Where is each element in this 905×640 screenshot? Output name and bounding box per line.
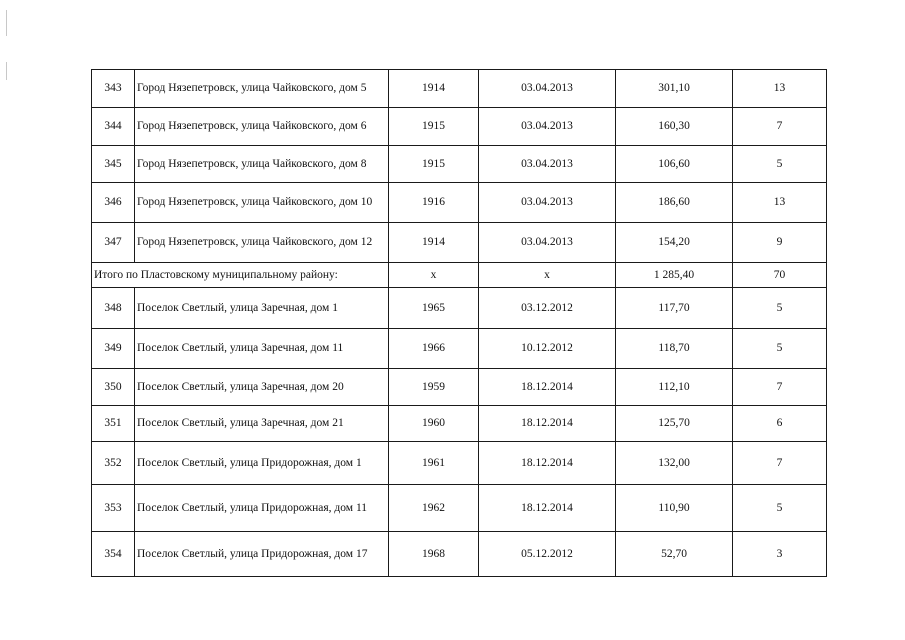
area-cell: 132,00 (616, 442, 733, 485)
residents-cell: 9 (733, 223, 827, 263)
year-cell: 1961 (389, 442, 479, 485)
table-row (92, 108, 827, 146)
row-number-cell: 345 (92, 146, 135, 183)
area-cell: 110,90 (616, 485, 733, 532)
residents-cell: 3 (733, 532, 827, 577)
row-number-cell: 346 (92, 183, 135, 223)
row-number-cell: 353 (92, 485, 135, 532)
residents-cell: 13 (733, 70, 827, 108)
area-cell: 186,60 (616, 183, 733, 223)
date-cell: 03.04.2013 (479, 223, 616, 263)
address-cell: Поселок Светлый, улица Придорожная, дом 17 (135, 532, 389, 577)
residents-cell: 5 (733, 485, 827, 532)
date-cell: 03.04.2013 (479, 146, 616, 183)
row-number-cell: 348 (92, 288, 135, 329)
year-cell: 1959 (389, 369, 479, 406)
residents-cell: 13 (733, 183, 827, 223)
scan-margin-mark (6, 10, 7, 36)
table-row (92, 223, 827, 263)
row-number-cell: 352 (92, 442, 135, 485)
residents-cell: 5 (733, 329, 827, 369)
address-cell: Город Нязепетровск, улица Чайковского, дом 10 (135, 183, 389, 223)
row-number-cell: 351 (92, 406, 135, 442)
table-row (92, 532, 827, 577)
address-cell: Поселок Светлый, улица Заречная, дом 1 (135, 288, 389, 329)
date-cell: 18.12.2014 (479, 442, 616, 485)
row-number-cell: 349 (92, 329, 135, 369)
date-cell: 03.04.2013 (479, 70, 616, 108)
row-number-cell: 347 (92, 223, 135, 263)
total-label-cell: Итого по Пластовскому муниципальному району: (92, 263, 389, 288)
date-cell: 03.04.2013 (479, 183, 616, 223)
area-cell: 112,10 (616, 369, 733, 406)
address-cell: Поселок Светлый, улица Заречная, дом 11 (135, 329, 389, 369)
table-row (92, 146, 827, 183)
area-cell: 106,60 (616, 146, 733, 183)
total-row (92, 263, 827, 288)
row-number-cell: 350 (92, 369, 135, 406)
residents-cell: 6 (733, 406, 827, 442)
year-cell: 1960 (389, 406, 479, 442)
area-cell: 52,70 (616, 532, 733, 577)
row-number-cell: 344 (92, 108, 135, 146)
year-cell: х (389, 263, 479, 288)
residents-cell: 7 (733, 369, 827, 406)
date-cell: 18.12.2014 (479, 406, 616, 442)
residents-cell: 5 (733, 288, 827, 329)
residents-cell: 7 (733, 108, 827, 146)
scan-margin-mark (6, 62, 7, 80)
date-cell: 18.12.2014 (479, 369, 616, 406)
date-cell: 05.12.2012 (479, 532, 616, 577)
year-cell: 1962 (389, 485, 479, 532)
area-cell: 125,70 (616, 406, 733, 442)
year-cell: 1914 (389, 223, 479, 263)
year-cell: 1966 (389, 329, 479, 369)
table-row (92, 406, 827, 442)
year-cell: 1914 (389, 70, 479, 108)
date-cell: 03.04.2013 (479, 108, 616, 146)
year-cell: 1915 (389, 146, 479, 183)
table-row (92, 485, 827, 532)
area-cell: 118,70 (616, 329, 733, 369)
table-row (92, 288, 827, 329)
area-cell: 154,20 (616, 223, 733, 263)
address-cell: Город Нязепетровск, улица Чайковского, дом 8 (135, 146, 389, 183)
date-cell: х (479, 263, 616, 288)
area-cell: 160,30 (616, 108, 733, 146)
residents-cell: 7 (733, 442, 827, 485)
address-cell: Поселок Светлый, улица Заречная, дом 20 (135, 369, 389, 406)
address-cell: Город Нязепетровск, улица Чайковского, дом 12 (135, 223, 389, 263)
residents-cell: 5 (733, 146, 827, 183)
row-number-cell: 343 (92, 70, 135, 108)
date-cell: 10.12.2012 (479, 329, 616, 369)
table-row (92, 442, 827, 485)
address-cell: Поселок Светлый, улица Придорожная, дом 11 (135, 485, 389, 532)
year-cell: 1968 (389, 532, 479, 577)
table-row (92, 369, 827, 406)
address-cell: Город Нязепетровск, улица Чайковского, дом 6 (135, 108, 389, 146)
year-cell: 1915 (389, 108, 479, 146)
area-cell: 301,10 (616, 70, 733, 108)
table-row (92, 183, 827, 223)
residents-cell: 70 (733, 263, 827, 288)
date-cell: 03.12.2012 (479, 288, 616, 329)
area-cell: 1 285,40 (616, 263, 733, 288)
date-cell: 18.12.2014 (479, 485, 616, 532)
row-number-cell: 354 (92, 532, 135, 577)
area-cell: 117,70 (616, 288, 733, 329)
address-cell: Город Нязепетровск, улица Чайковского, дом 5 (135, 70, 389, 108)
table-row (92, 329, 827, 369)
year-cell: 1916 (389, 183, 479, 223)
address-cell: Поселок Светлый, улица Придорожная, дом 1 (135, 442, 389, 485)
housing-register-table (91, 69, 827, 577)
table-body (92, 70, 827, 577)
table-row (92, 70, 827, 108)
address-cell: Поселок Светлый, улица Заречная, дом 21 (135, 406, 389, 442)
year-cell: 1965 (389, 288, 479, 329)
